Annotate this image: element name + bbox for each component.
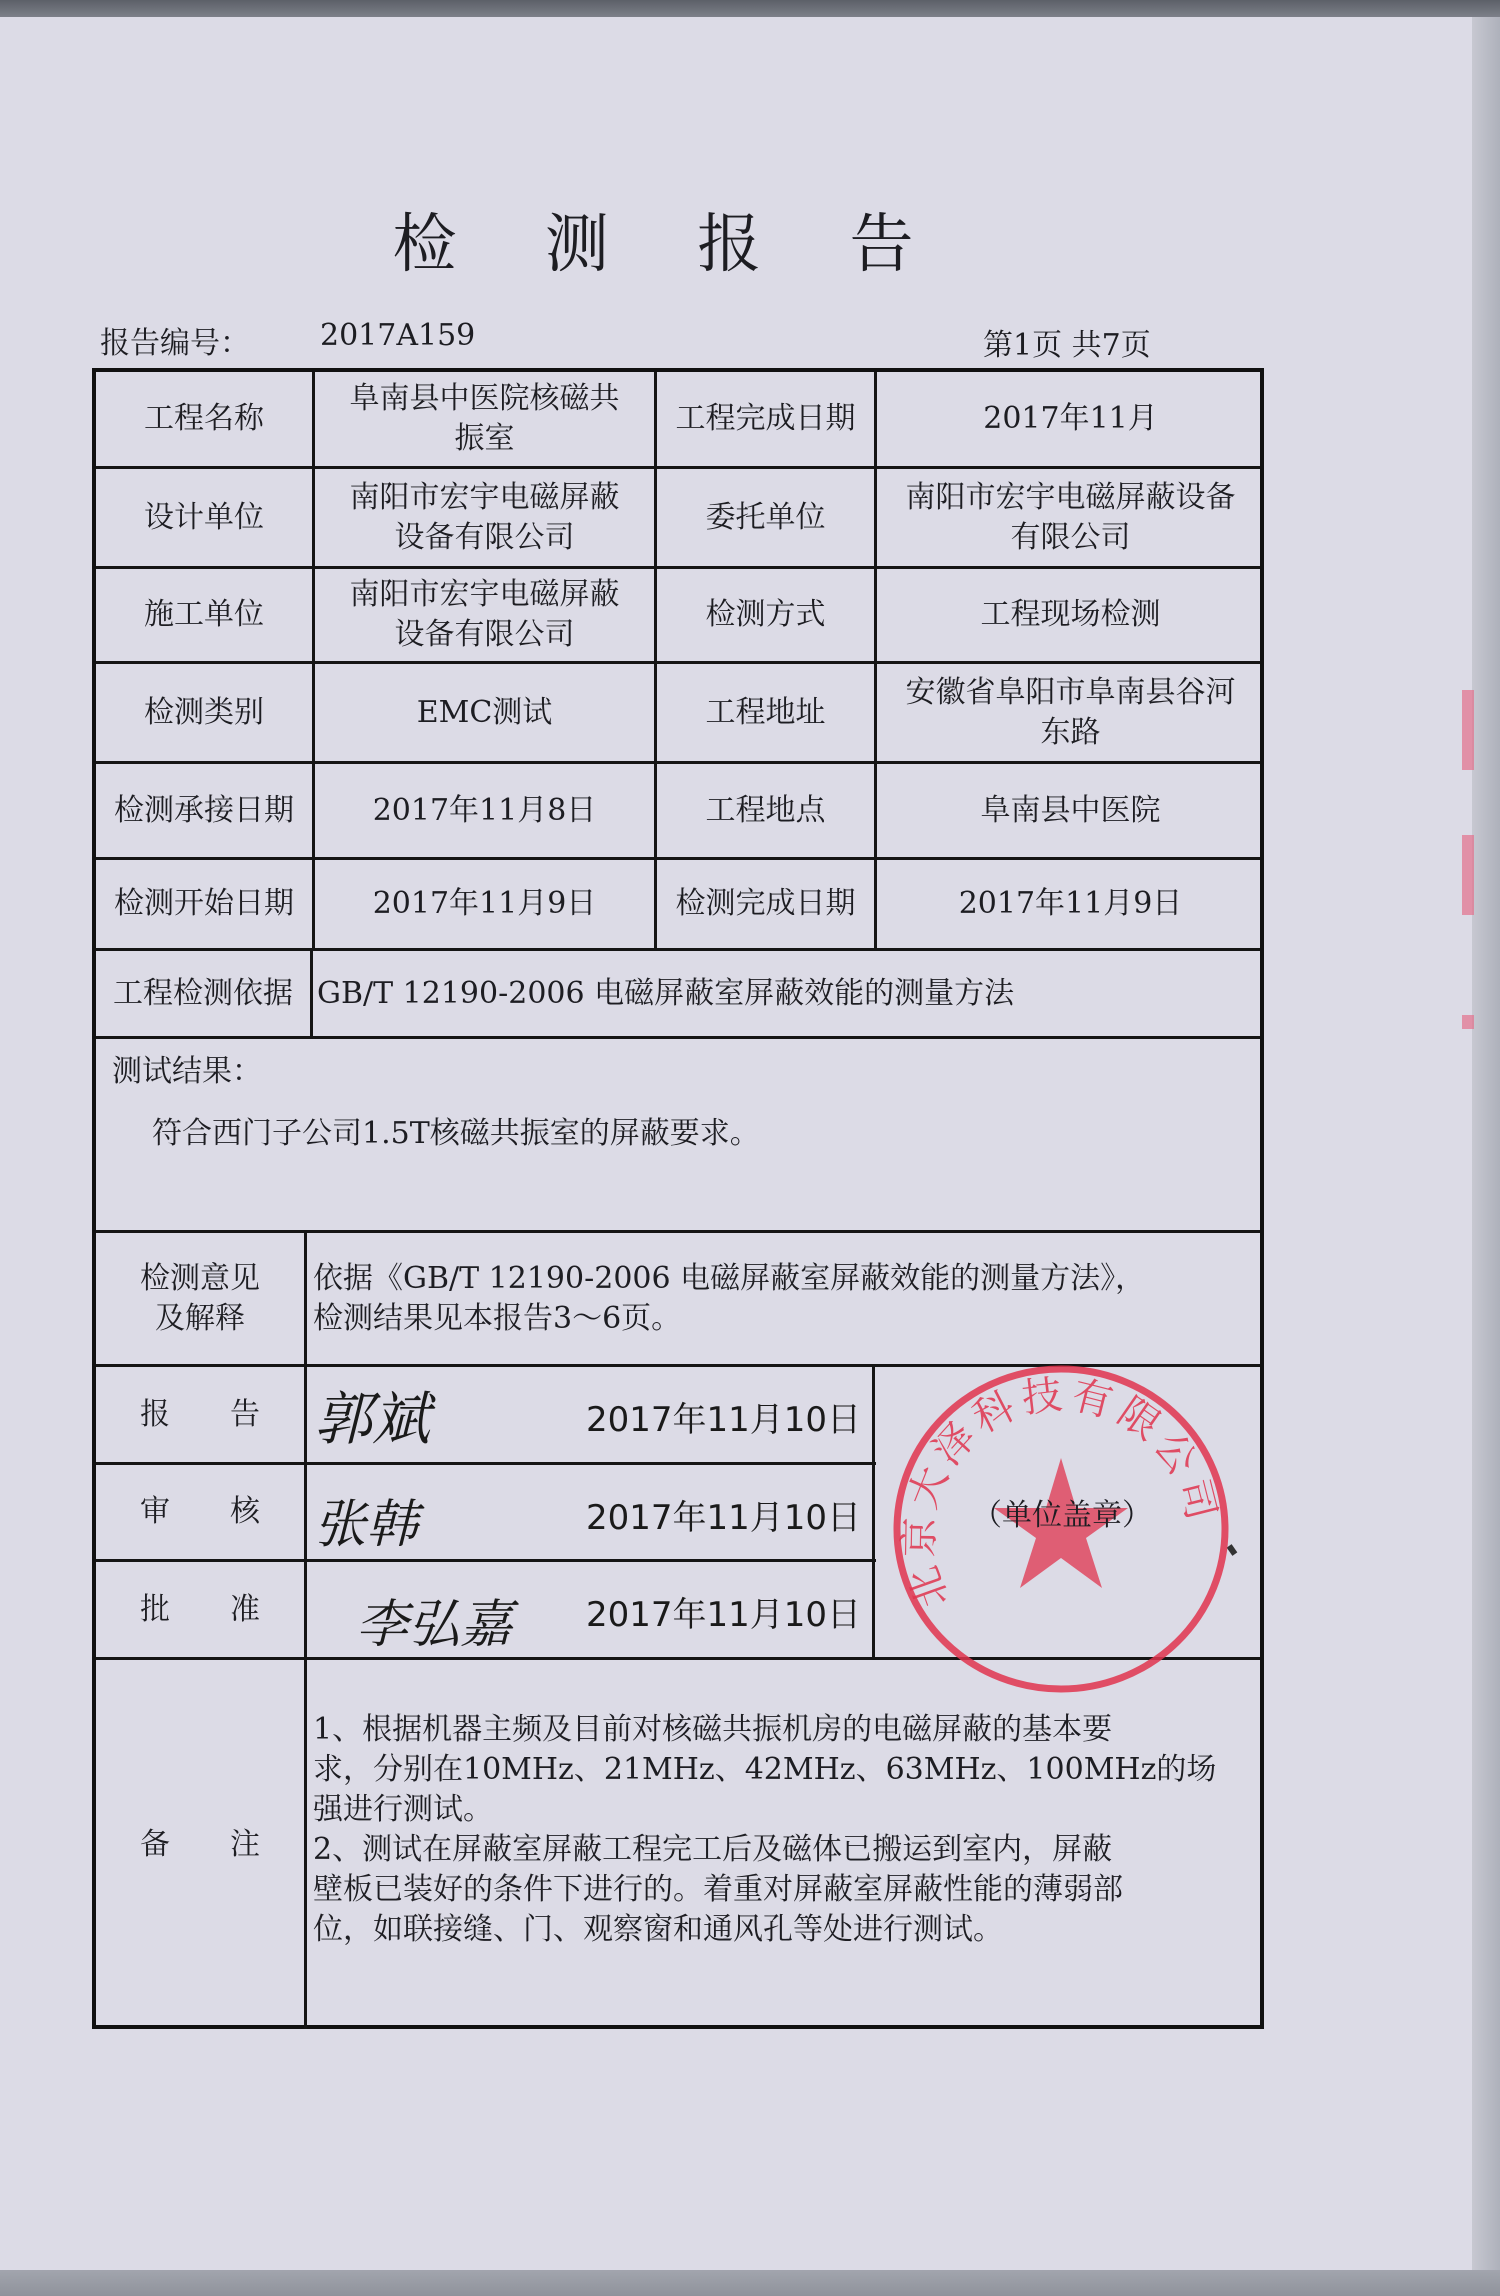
value-test-method: 工程现场检测 [980,597,1161,632]
label-approved-by: 批 准 [140,1591,260,1627]
value-accept-date: 2017年11月8日 [372,792,597,828]
remarks-line: 强进行测试。 [313,1791,493,1827]
remarks-line: 壁板已装好的条件下进行的。着重对屏蔽室屏蔽性能的薄弱部 [313,1871,1123,1907]
edge-stamp-fragment [1462,1015,1474,1029]
label-opinion [96,1233,304,1364]
value-project-name: 阜南县中医院核磁共振室 [349,381,620,456]
report-number-label: 报告编号： [100,326,250,361]
label-project-name: 工程名称 [144,401,264,436]
label-accept-date: 检测承接日期 [114,792,294,828]
edge-stamp-fragment [1462,690,1474,770]
value-test-basis: GB/T 12190-2006 电磁屏蔽室屏蔽效能的测量方法 [317,975,1015,1011]
label-project-site: 工程地点 [705,792,826,828]
label-opinion-line1: 检测意见 [140,1260,260,1296]
signature-approved-by: 李弘嘉 [356,1595,513,1655]
value-project-completion-date: 2017年11月 [983,401,1158,436]
value-opinion [309,1233,1264,1364]
label-finish-date: 检测完成日期 [675,886,856,921]
signature-reviewed-by: 张韩 [314,1495,419,1555]
label-opinion-line2: 及解释 [155,1300,245,1336]
page-indicator: 第1页 共7页 [983,328,1151,363]
label-test-result: 测试结果： [112,1054,262,1089]
value-design-unit: 南阳市宏宇电磁屏蔽设备有限公司 [349,479,620,555]
remarks-content [309,1660,1264,2029]
label-test-category: 检测类别 [144,694,264,730]
value-test-category: EMC测试 [416,694,553,730]
label-client-unit: 委托单位 [705,499,826,535]
remarks-line: 求，分别在10MHz、21MHz、42MHz、63MHz、100MHz的场 [313,1751,1217,1787]
svg-text:北京大泽科技有限公司: 北京大泽科技有限公司 [896,1371,1226,1614]
value-test-result: 符合西门子公司1.5T核磁共振室的屏蔽要求。 [152,1116,760,1151]
scanner-bottom-edge [0,2270,1500,2296]
value-finish-date: 2017年11月9日 [958,886,1183,921]
document-title: 检 测 报 告 [392,207,948,282]
label-design-unit: 设计单位 [144,499,264,535]
remarks-line: 位，如联接缝、门、观察窗和通风孔等处进行测试。 [313,1911,1003,1947]
label-report-by: 报 告 [140,1396,260,1432]
label-project-completion-date: 工程完成日期 [675,401,856,436]
date-report-by: 2017年11月10日 [586,1400,862,1440]
value-project-address: 安徽省阜阳市阜南县谷河东路 [905,674,1236,750]
value-opinion-line2: 检测结果见本报告3～6页。 [313,1300,682,1336]
seal-caption: （单位盖章） [972,1498,1152,1533]
value-client-unit: 南阳市宏宇电磁屏蔽设备有限公司 [905,479,1236,555]
edge-stamp-fragment [1462,835,1474,915]
date-reviewed-by: 2017年11月10日 [586,1498,862,1538]
label-project-address: 工程地址 [705,694,826,730]
remarks-line: 2、测试在屏蔽室屏蔽工程完工后及磁体已搬运到室内，屏蔽 [313,1831,1113,1867]
label-reviewed-by: 审 核 [140,1494,260,1529]
date-approved-by: 2017年11月10日 [586,1595,862,1635]
value-construction-unit: 南阳市宏宇电磁屏蔽设备有限公司 [349,577,620,652]
label-test-method: 检测方式 [705,597,826,632]
value-project-site: 阜南县中医院 [980,792,1161,828]
label-test-basis: 工程检测依据 [113,975,293,1011]
value-opinion-line1: 依据《GB/T 12190-2006 电磁屏蔽室屏蔽效能的测量方法》， [313,1260,1146,1296]
label-remarks: 备 注 [140,1826,260,1862]
value-start-date: 2017年11月9日 [372,886,597,921]
page-binding-edge [1472,17,1500,2277]
report-table [92,368,1264,2029]
remarks-line: 1、根据机器主频及目前对核磁共振机房的电磁屏蔽的基本要 [313,1711,1113,1747]
label-construction-unit: 施工单位 [144,597,264,632]
label-start-date: 检测开始日期 [114,886,294,921]
signature-report-by: 郭斌 [314,1385,431,1453]
scanner-top-edge [0,0,1500,17]
report-number: 2017A159 [320,318,476,353]
